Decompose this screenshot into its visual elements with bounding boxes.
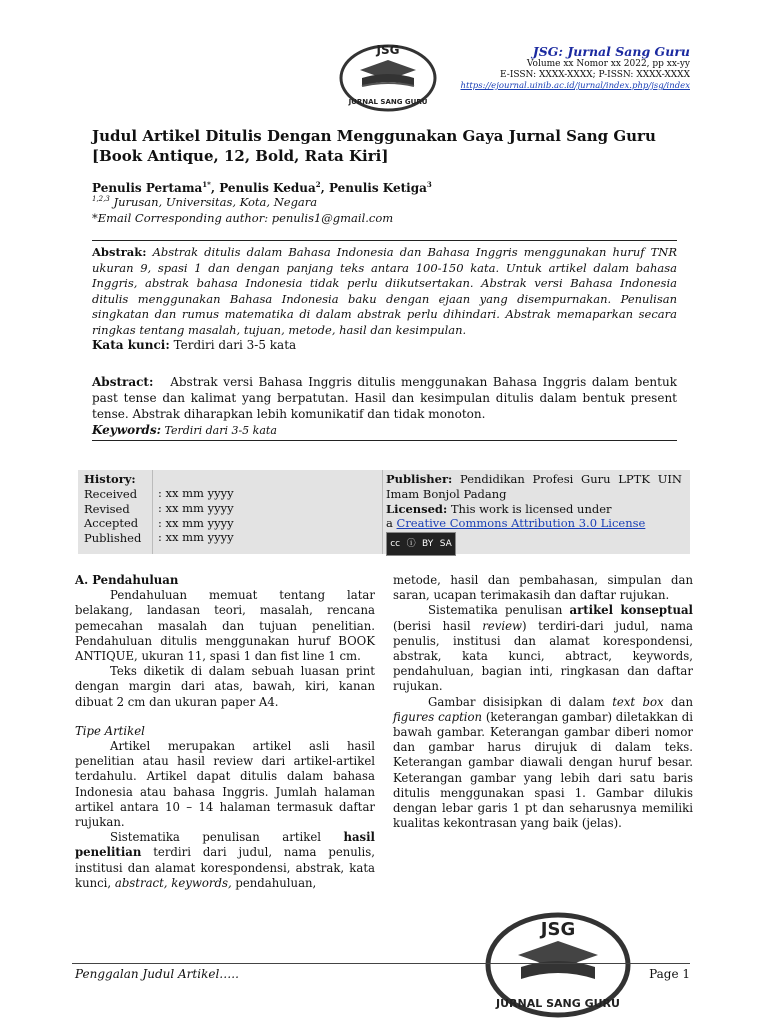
publisher-info: Publisher: Pendidikan Profesi Guru LPTK UIN Imam Bonjol Padang Licensed: This work is licensed under a Creative Commons Attribution 3.0 License cc ⓘ BY SA xyxy=(386,472,682,531)
running-title: Penggalan Judul Artikel….. xyxy=(75,967,239,981)
abstrak-section: Abstrak: Abstrak ditulis dalam Bahasa Indonesia dan Bahasa Inggris menggunakan huruf TNR ukuran 9, spasi 1 dan dengan panjang teks antara 100-150 kata. Untuk artikel dalam bahasa Inggris, abstrak bahasa Indonesia tidak perlu diikutsertakan. Abstrak versi Bahasa Indonesia ditulis menggunakan Bahasa Indonesia baku dengan ejaan yang disempurnakan. Penulisan singkatan dan rumus matematika di dalam abstrak perlu dihindari. Abstrak memaparkan secara ringkas tentang masalah, tujuan, metode, hasil dan kesimpulan. Kata kunci: Terdiri dari 3-5 kata xyxy=(92,245,677,352)
footer-divider xyxy=(72,963,690,964)
paragraph: Gambar disisipkan di dalam text box dan figures caption (keterangan gambar) diletakkan di bawah gambar. Keterangan gambar diberi nomor dan gambar harus dirujuk di dalam teks. Keterangan gambar diawali dengan huruf besar. Keterangan gambar yang lebih dari satu baris ditulis menggunakan spasi 1. Gambar dilukis dengan lebar garis 1 pt dan seharusnya memiliki kualitas kekontrasan yang baik (jelas). xyxy=(393,694,694,831)
paragraph: Sistematika penulisan artikel konseptual (berisi hasil review) terdiri-dari judul, nama penulis, institusi dan alamat korespondensi, abstrak, kata kunci, abtract, keywords, pendahuluan, bagian inti, ringkasan dan daftar rujukan. xyxy=(393,603,693,694)
history-label: History: xyxy=(84,472,136,486)
cc-by-sa-badge-icon[interactable]: cc ⓘ BY SA xyxy=(386,532,456,556)
logo-top-text: JSG xyxy=(376,43,400,57)
svg-text:JURNAL SANG GURU: JURNAL SANG GURU xyxy=(496,997,620,1010)
history-row-label: Revised xyxy=(84,501,130,516)
journal-url-link[interactable]: https://ejournal.uinib.ac.id/jurnal/index.php/jsg/index xyxy=(460,81,690,91)
history-row-label: Accepted xyxy=(84,516,139,531)
affiliation: $^{1,2,3}$ Jurusan, Universitas, Kota, Negara xyxy=(92,195,318,209)
logo-ring-text: JURNAL SANG GURU xyxy=(348,98,428,106)
history-row-value: : xx mm yyyy xyxy=(158,500,234,515)
page-number: Page 1 xyxy=(649,967,690,981)
history-row-label: Published xyxy=(84,531,142,546)
paragraph: Sistematika penulisan artikel hasil penelitian terdiri dari judul, nama penulis, institusi dan alamat korespondensi, abstrak, kata kunci, abstract, keywords, pendahuluan, xyxy=(75,830,375,890)
paragraph: metode, hasil dan pembahasan, simpulan dan saran, ucapan terimakasih dan daftar rujukan. xyxy=(393,573,693,603)
abstract-section: Abstract: Abstrak versi Bahasa Inggris ditulis menggunakan Bahasa Inggris dalam bentuk past tense dan kalimat yang berpatutan. Hasil dan kesimpulan ditulis dalam bentuk present tense. Abstrak diharapkan lebih komunikatif dan tidak monoton. Keywords: Terdiri dari 3-5 kata xyxy=(92,375,677,437)
volume-info: Volume xx Nomor xx 2022, pp xx-yy xyxy=(526,59,690,69)
issn-info: E-ISSN: XXXX-XXXX; P-ISSN: XXXX-XXXX xyxy=(500,70,690,80)
paragraph: Artikel merupakan artikel asli hasil penelitian atau hasil review dari artikel-artikel terdahulu. Artikel dapat ditulis dalam bahasa Indonesia atau bahasa Inggris. Jumlah halaman artikel antara 10 – 14 halaman termasuk daftar rujukan. xyxy=(75,739,375,830)
divider xyxy=(92,240,677,241)
history-row-value: : xx mm yyyy xyxy=(158,515,234,530)
journal-header xyxy=(460,44,690,91)
author-list: Penulis Pertama$^{1*}$, Penulis Kedua$^2$, Penulis Ketiga$^3$ xyxy=(92,180,432,195)
subheading: Tipe Artikel xyxy=(75,723,145,738)
history-row-value: : xx mm yyyy xyxy=(158,530,234,545)
history-row-label: Received xyxy=(84,486,138,501)
paragraph: Pendahuluan memuat tentang latar belakang, landasan teori, masalah, rencana pemecahan masalah dan tujuan penelitian. Pendahuluan ditulis menggunakan huruf BOOK ANTIQUE, ukuran 11, spasi 1 dan fist line 1 cm. xyxy=(75,588,375,664)
right-column xyxy=(393,573,693,831)
paragraph: Teks diketik di dalam sebuah luasan print dengan margin dari atas, bawah, kiri, kanan dibuat 2 cm dan ukuran paper A4. xyxy=(75,664,375,709)
left-column xyxy=(75,573,375,891)
divider xyxy=(92,440,677,441)
history-box xyxy=(78,470,690,554)
section-heading: A. Pendahuluan xyxy=(75,573,179,587)
corresponding-email: *Email Corresponding author: penulis1@gmail.com xyxy=(92,211,394,225)
article-title: Judul Artikel Ditulis Dengan Menggunakan Gaya Jurnal Sang Guru [Book Antique, 12, Bold, Rata Kiri] xyxy=(92,127,656,165)
journal-logo xyxy=(338,40,438,112)
svg-text:JSG: JSG xyxy=(540,919,576,940)
license-link[interactable]: Creative Commons Attribution 3.0 License xyxy=(396,516,646,531)
journal-name: JSG: Jurnal Sang Guru xyxy=(532,44,690,59)
history-row-value: : xx mm yyyy xyxy=(158,486,234,500)
